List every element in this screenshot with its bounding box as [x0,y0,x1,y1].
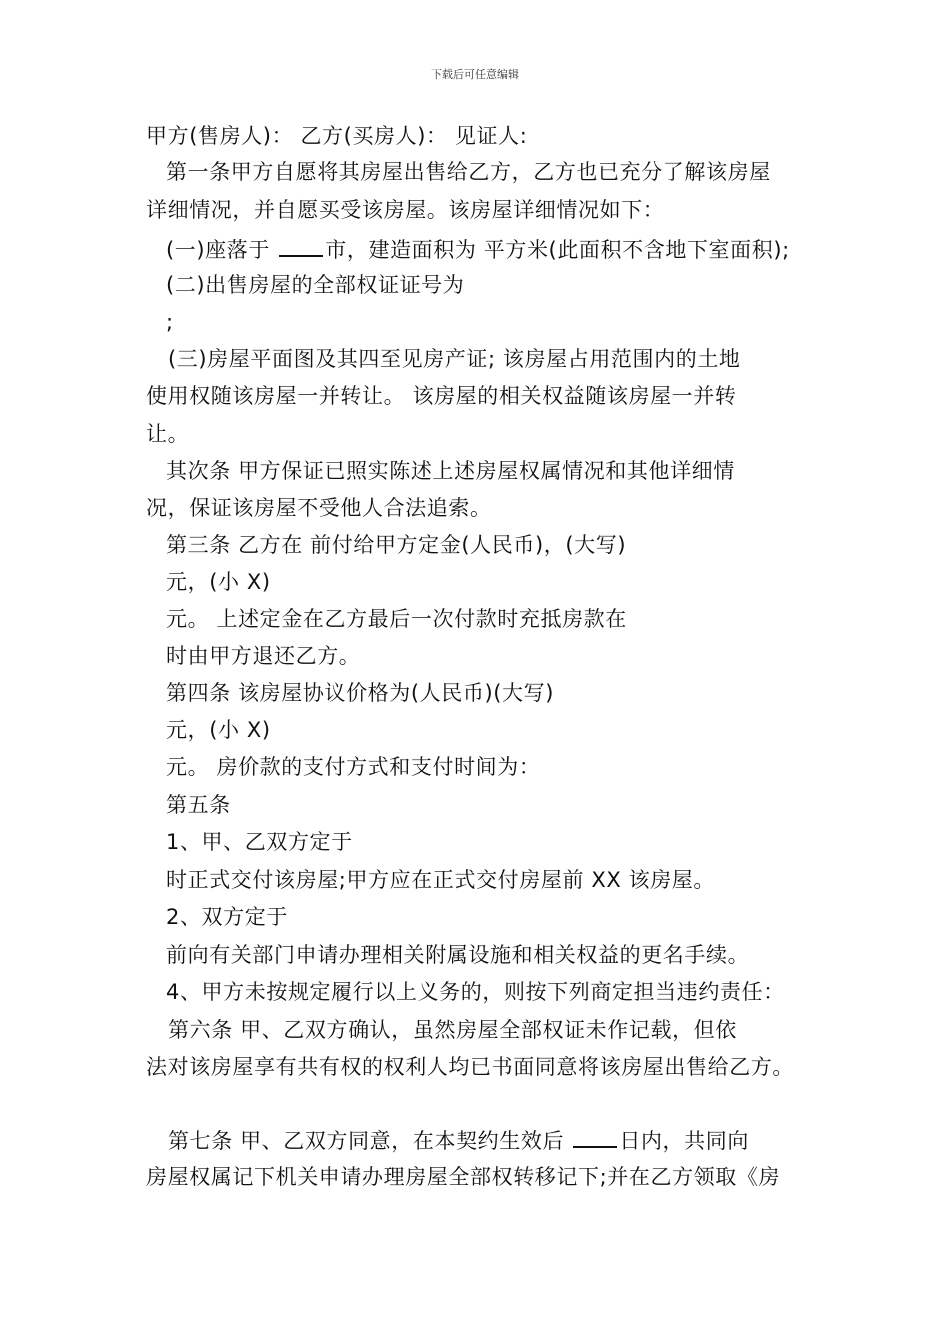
page-header: 下载后可任意编辑 [431,68,519,81]
text-line: (三)房屋平面图及其四至见房产证; 该房屋占用范围内的土地 [168,347,741,371]
fill-in-blank [573,1126,617,1148]
text-line: (二)出售房屋的全部权证证号为 [166,273,465,297]
text-line: 2、双方定于 [166,905,288,929]
text-line: 第五条 [166,793,231,817]
text-line: 况，保证该房屋不受他人合法追索。 [146,496,492,520]
text-segment: 第七条 甲、乙双方同意，在本契约生效后 [168,1129,572,1153]
fill-in-blank [279,235,323,257]
text-segment: (一)座落于 [166,238,278,262]
text-line: 第一条甲方自愿将其房屋出售给乙方，乙方也已充分了解该房屋 [166,160,771,184]
text-line: 前向有关部门申请办理相关附属设施和相关权益的更名手续。 [166,943,750,967]
text-line: 使用权随该房屋一并转让。 该房屋的相关权益随该房屋一并转 [146,384,737,408]
text-line: 元，(小 X) [166,718,271,742]
text-line: 4、甲方未按规定履行以上义务的，则按下列商定担当违约责任： [166,980,785,1004]
text-line [168,1126,749,1155]
text-line: 房屋权属记下机关申请办理房屋全部权转移记下;并在乙方领取《房 [146,1165,781,1189]
text-segment: 日内，共同向 [619,1129,749,1153]
text-line: 1、甲、乙双方定于 [166,830,353,854]
text-line: 详细情况，并自愿买受该房屋。该房屋详细情况如下： [146,198,665,222]
text-line: 其次条 甲方保证已照实陈述上述房屋权属情况和其他详细情 [166,459,735,483]
text-line: 法对该房屋享有共有权的权利人均已书面同意将该房屋出售给乙方。 [146,1055,794,1079]
text-segment: 市，建造面积为 平方米(此面积不含地下室面积); [325,238,790,262]
text-line: 让。 [146,422,190,446]
text-line: 第六条 甲、乙双方确认，虽然房屋全部权证未作记载，但依 [168,1018,737,1042]
text-line: 第四条 该房屋协议价格为(人民币)(大写) [166,681,555,705]
text-line: 甲方(售房人)： 乙方(买房人)： 见证人: [146,124,528,148]
text-line: 第三条 乙方在 前付给甲方定金(人民币)，(大写) [166,533,627,557]
text-line: 时正式交付该房屋;甲方应在正式交付房屋前 XX 该房屋。 [166,868,715,892]
text-line: 元。 房价款的支付方式和支付时间为： [166,755,541,779]
text-line: 元。 上述定金在乙方最后一次付款时充抵房款在 [166,607,627,631]
text-line: ; [166,310,174,334]
text-line: 时由甲方退还乙方。 [166,644,361,668]
text-line: 元，(小 X) [166,570,271,594]
text-line [166,235,790,264]
